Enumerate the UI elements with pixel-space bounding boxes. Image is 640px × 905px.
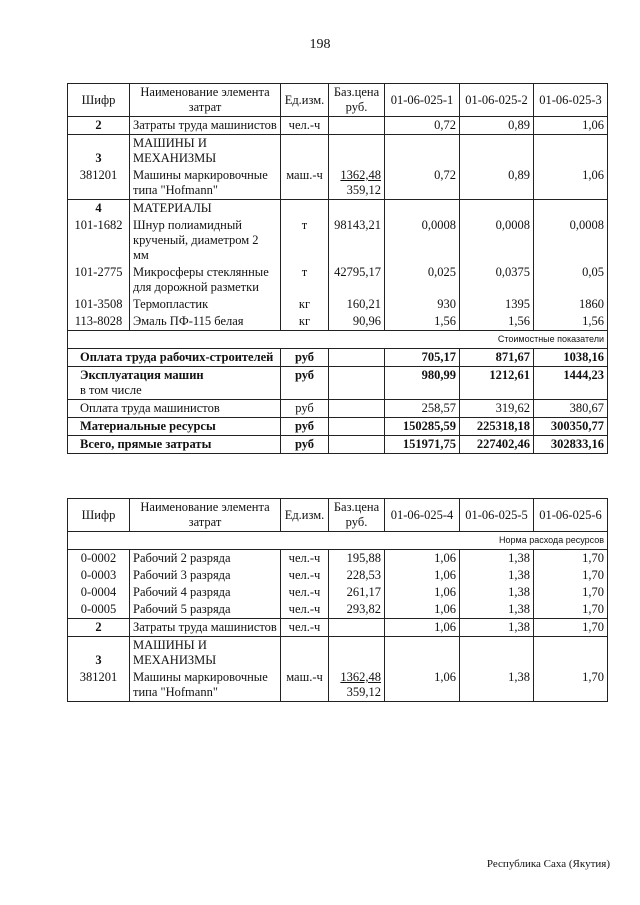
row-price: 261,17 [329,584,385,601]
row-unit: чел.-ч [281,619,329,637]
summary-row [68,418,608,436]
row-price: 228,53 [329,567,385,584]
row-price: 98143,21 [329,217,385,264]
header-price: Баз.цена руб. [329,84,385,117]
row-price [329,117,385,135]
section-code: 4 [68,200,130,218]
resource-table-1 [67,83,608,454]
summary-value-1: 980,99 [385,367,460,400]
price-bottom: 359,12 [346,685,381,699]
row-value-3: 1,70 [534,550,608,568]
summary-unit: руб [281,367,329,400]
row-unit: маш.-ч [281,669,329,702]
summary-row [68,436,608,454]
summary-sub: в том числе [80,383,142,397]
table-row [68,264,608,296]
row-name: Рабочий 4 разряда [130,584,281,601]
header-col-1: 01-06-025-1 [385,84,460,117]
section-title: МАШИНЫ И МЕХАНИЗМЫ [130,135,281,168]
section-title: МАТЕРИАЛЫ [130,200,281,218]
header-col-6: 01-06-025-6 [534,499,608,532]
row-code: 0-0004 [68,584,130,601]
table-row [68,313,608,331]
row-value-1: 0,0008 [385,217,460,264]
table-row [68,567,608,584]
header-code: Шифр [68,84,130,117]
cost-note: Стоимостные показатели [68,331,608,349]
footer-region: Республика Саха (Якутия) [486,858,610,870]
row-code: 113-8028 [68,313,130,331]
summary-unit: руб [281,436,329,454]
price-top: 1362,48 [340,670,381,684]
row-name: Машины маркировочные типа "Hofmann" [130,167,281,200]
table-row [68,117,608,135]
row-code: 2 [68,117,130,135]
row-name: Эмаль ПФ-115 белая [130,313,281,331]
row-name: Рабочий 5 разряда [130,601,281,619]
row-code: 0-0002 [68,550,130,568]
section-code: 3 [68,637,130,670]
row-name: Рабочий 3 разряда [130,567,281,584]
row-value-3: 0,0008 [534,217,608,264]
row-value-3: 1,06 [534,117,608,135]
row-name: Шнур полиамидный крученый, диаметром 2 мм [130,217,281,264]
summary-value-3: 1444,23 [534,367,608,400]
table-row [68,584,608,601]
table-header-row [68,499,608,532]
table-row [68,217,608,264]
row-name: Рабочий 2 разряда [130,550,281,568]
summary-value-3: 302833,16 [534,436,608,454]
summary-row [68,349,608,367]
row-code: 101-3508 [68,296,130,313]
header-unit: Ед.изм. [281,84,329,117]
table-row [68,669,608,702]
resource-note-row [68,532,608,550]
row-value-1: 1,06 [385,584,460,601]
row-unit: чел.-ч [281,567,329,584]
row-name: Затраты труда машинистов [130,117,281,135]
row-unit: чел.-ч [281,601,329,619]
header-col-2: 01-06-025-2 [460,84,534,117]
header-name: Наименование элемента затрат [130,499,281,532]
summary-value-1: 705,17 [385,349,460,367]
table-header-row [68,84,608,117]
row-value-3: 1,70 [534,584,608,601]
section-row [68,135,608,168]
row-value-1: 1,06 [385,550,460,568]
summary-value-1: 151971,75 [385,436,460,454]
cost-note-row [68,331,608,349]
row-unit: чел.-ч [281,117,329,135]
row-value-2: 0,89 [460,167,534,200]
row-value-1: 1,06 [385,601,460,619]
header-unit: Ед.изм. [281,499,329,532]
header-col-5: 01-06-025-5 [460,499,534,532]
section-row [68,637,608,670]
row-value-3: 1,70 [534,567,608,584]
row-value-1: 1,06 [385,619,460,637]
row-value-2: 1395 [460,296,534,313]
summary-value-2: 227402,46 [460,436,534,454]
header-col-4: 01-06-025-4 [385,499,460,532]
resource-table-2 [67,498,608,702]
row-unit: чел.-ч [281,584,329,601]
row-unit: чел.-ч [281,550,329,568]
summary-value-1: 258,57 [385,400,460,418]
header-price: Баз.цена руб. [329,499,385,532]
row-value-1: 1,06 [385,669,460,702]
row-value-2: 0,0008 [460,217,534,264]
section-row [68,200,608,218]
row-price: 42795,17 [329,264,385,296]
row-value-1: 1,06 [385,567,460,584]
summary-name: Оплата труда рабочих-строителей [68,349,281,367]
row-value-2: 1,38 [460,619,534,637]
header-col-3: 01-06-025-3 [534,84,608,117]
summary-value-3: 1038,16 [534,349,608,367]
summary-value-1: 150285,59 [385,418,460,436]
row-value-3: 1,70 [534,619,608,637]
summary-row [68,400,608,418]
row-unit: т [281,217,329,264]
row-unit: маш.-ч [281,167,329,200]
summary-unit: руб [281,418,329,436]
row-value-2: 1,56 [460,313,534,331]
row-price: 195,88 [329,550,385,568]
row-price [329,619,385,637]
summary-value-2: 225318,18 [460,418,534,436]
summary-name: Материальные ресурсы [68,418,281,436]
resource-note: Норма расхода ресурсов [68,532,608,550]
table-row [68,167,608,200]
summary-value-2: 1212,61 [460,367,534,400]
summary-name: Всего, прямые затраты [68,436,281,454]
row-unit: т [281,264,329,296]
row-value-2: 1,38 [460,567,534,584]
row-value-1: 0,72 [385,167,460,200]
row-value-2: 1,38 [460,669,534,702]
section-title: МАШИНЫ И МЕХАНИЗМЫ [130,637,281,670]
row-price [329,167,385,200]
row-name: Затраты труда машинистов [130,619,281,637]
row-value-2: 0,0375 [460,264,534,296]
table-row [68,601,608,619]
section-code: 3 [68,135,130,168]
summary-name: Эксплуатация машин в том числе [68,367,281,400]
row-code: 381201 [68,167,130,200]
row-code: 0-0005 [68,601,130,619]
row-price: 90,96 [329,313,385,331]
row-price [329,669,385,702]
row-name: Машины маркировочные типа "Hofmann" [130,669,281,702]
summary-name: Оплата труда машинистов [68,400,281,418]
row-value-2: 1,38 [460,550,534,568]
row-value-3: 1860 [534,296,608,313]
price-top: 1362,48 [340,168,381,182]
row-value-1: 1,56 [385,313,460,331]
row-value-3: 0,05 [534,264,608,296]
row-value-1: 0,72 [385,117,460,135]
table-row [68,619,608,637]
summary-unit: руб [281,349,329,367]
summary-value-2: 319,62 [460,400,534,418]
row-value-1: 0,025 [385,264,460,296]
row-code: 381201 [68,669,130,702]
summary-row [68,367,608,400]
header-name: Наименование элемента затрат [130,84,281,117]
row-value-1: 930 [385,296,460,313]
summary-unit: руб [281,400,329,418]
summary-value-3: 300350,77 [534,418,608,436]
row-name: Термопластик [130,296,281,313]
row-value-2: 1,38 [460,601,534,619]
row-unit: кг [281,313,329,331]
row-name: Микросферы стеклянные для дорожной разметки [130,264,281,296]
header-code: Шифр [68,499,130,532]
row-value-3: 1,06 [534,167,608,200]
summary-value-2: 871,67 [460,349,534,367]
row-price: 293,82 [329,601,385,619]
price-bottom: 359,12 [346,183,381,197]
table-row [68,296,608,313]
row-value-3: 1,56 [534,313,608,331]
summary-value-3: 380,67 [534,400,608,418]
row-price: 160,21 [329,296,385,313]
row-unit: кг [281,296,329,313]
row-value-3: 1,70 [534,669,608,702]
row-value-2: 1,38 [460,584,534,601]
row-code: 101-2775 [68,264,130,296]
row-value-3: 1,70 [534,601,608,619]
row-code: 2 [68,619,130,637]
row-value-2: 0,89 [460,117,534,135]
row-code: 0-0003 [68,567,130,584]
table-row [68,550,608,568]
page-number: 198 [309,37,331,52]
row-code: 101-1682 [68,217,130,264]
